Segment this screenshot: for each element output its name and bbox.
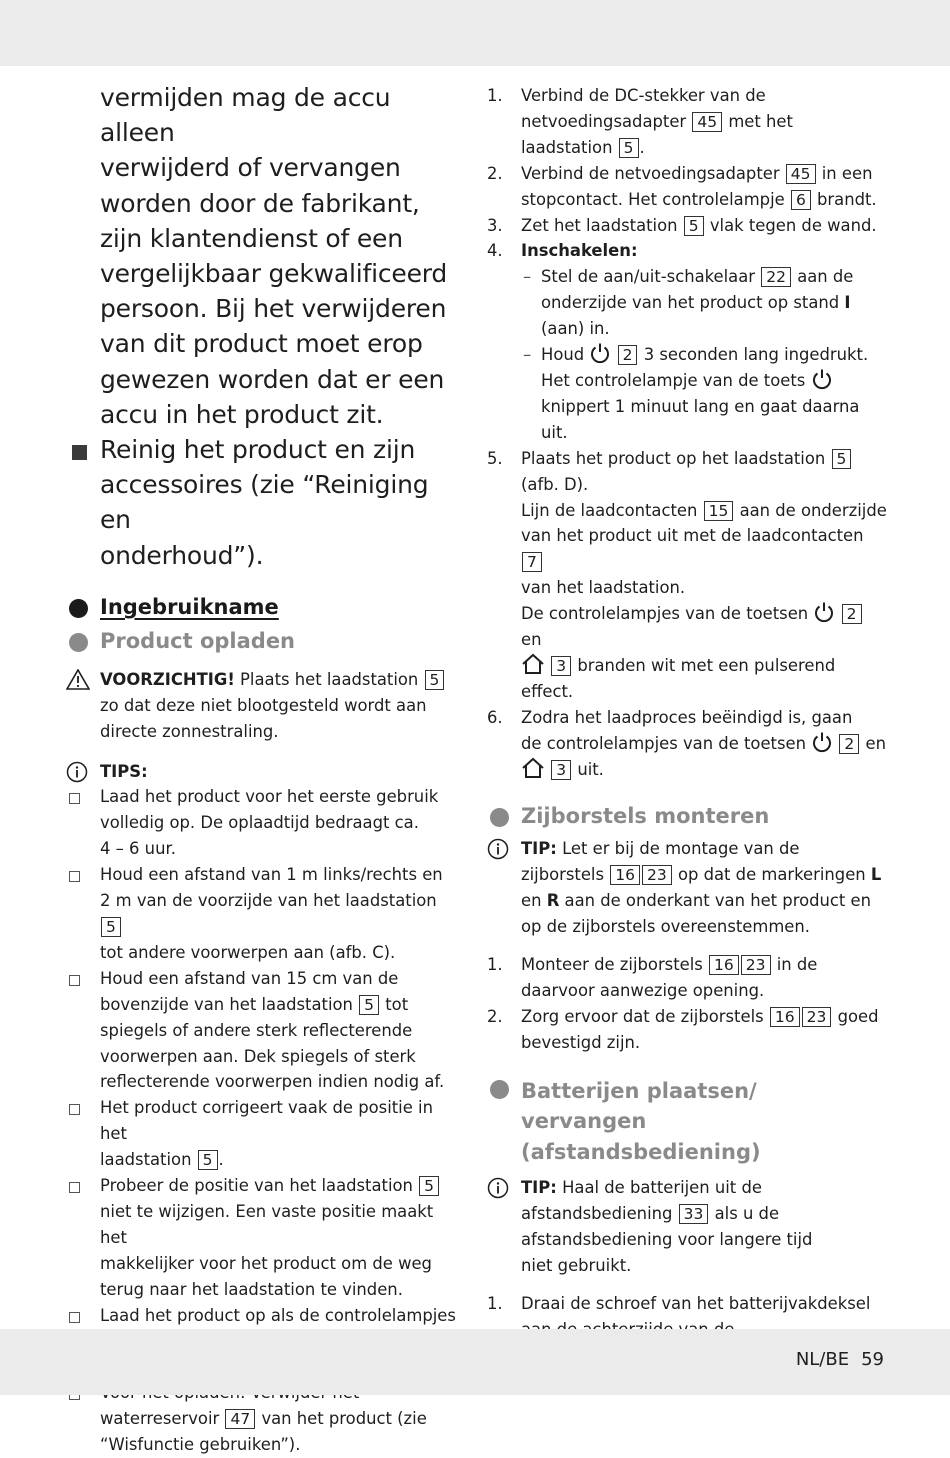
language-code: NL/BE: [795, 1349, 850, 1370]
ref-box: 3: [551, 656, 571, 676]
black-dot-icon: [69, 599, 88, 618]
power-icon: [813, 601, 835, 623]
heading-product-opladen: Product opladen: [66, 629, 461, 653]
home-icon: [521, 757, 545, 779]
step-item: 3. Zet het laadstation 5 vlak tegen de wand.: [487, 215, 877, 235]
ref-box: 45: [692, 112, 722, 132]
power-icon: [589, 342, 611, 364]
grey-dot-icon: [69, 633, 88, 652]
ref-box: 5: [419, 1176, 439, 1196]
checkbox-bullet-icon: [69, 1312, 80, 1323]
ref-box: 23: [642, 865, 672, 885]
step-item: 2. Verbind de netvoedingsadapter 45 in een stopcontact. Het controlelampje 6 brandt.: [487, 163, 877, 209]
ref-box: 5: [101, 917, 121, 937]
page-footer: [796, 1349, 884, 1370]
info-icon: [487, 1177, 509, 1199]
ref-box: 16: [709, 955, 739, 975]
step-item: 4. Inschakelen:: [487, 241, 638, 261]
ref-box: 3: [551, 760, 571, 780]
caution-note: VOORZICHTIG! Plaats het laadstation 5 zo dat deze niet blootgesteld wordt aan directe zonnestraling.: [66, 667, 461, 745]
ref-box: 2: [842, 604, 862, 624]
ref-box: 15: [704, 501, 734, 521]
ref-box: 16: [610, 865, 640, 885]
ref-box: 2: [618, 345, 638, 365]
power-icon: [811, 368, 833, 390]
page-number: 59: [861, 1349, 884, 1370]
checkbox-bullet-icon: [69, 1104, 80, 1115]
tip-item: Probeer de positie van het laadstation 5 niet te wijzigen. Een vaste positie maakt het makkelijker voor het product om de weg terug naar het laadstation te vinden.: [66, 1173, 461, 1303]
substep-item: – Houd 2 3 seconden lang ingedrukt. Het controlelampje van de toets knippert 1 minuut lang en gaat daarna uit.: [487, 342, 887, 446]
step-item: 1. Monteer de zijborstels 16 23 in de daarvoor aanwezige opening.: [487, 955, 818, 1000]
heading-ingebruikname: Ingebruikname: [66, 595, 461, 619]
ref-box: 5: [425, 670, 445, 690]
step-item: 5. Plaats het product op het laadstation 5 (afb. D). Lijn de laadcontacten 15 aan de onderzijde van het product uit met de laadcontacten 7 van het laadstation. De controlelampjes van de toetsen 2 en 3 branden wit met een pulserend effect.: [487, 448, 887, 701]
ref-box: 7: [522, 552, 542, 572]
heading-zijborstels: Zijborstels monteren: [487, 804, 887, 828]
ref-box: 23: [802, 1007, 832, 1027]
home-icon: [521, 653, 545, 675]
info-icon: [487, 838, 509, 860]
step-item: 1. Verbind de DC-stekker van de netvoedingsadapter 45 met het laadstation 5 .: [487, 86, 793, 157]
checkbox-bullet-icon: [69, 1182, 80, 1193]
grey-dot-icon: [490, 808, 509, 827]
checkbox-bullet-icon: [69, 793, 80, 804]
ref-box: 2: [839, 734, 859, 754]
bullet-cleaning: Reinig het product en zijn accessoires (zie “Reiniging en onderhoud”).: [66, 432, 461, 573]
square-bullet-icon: [72, 445, 87, 460]
ref-box: 5: [832, 449, 852, 469]
checkbox-bullet-icon: [69, 975, 80, 986]
ref-box: 33: [679, 1204, 709, 1224]
heading-batterijen: Batterijen plaatsen/ vervangen (afstandsbediening): [487, 1076, 887, 1168]
ref-box: 45: [786, 164, 816, 184]
tip-item: Laad het product voor het eerste gebruik volledig op. De oplaadtijd bedraagt ca. 4 – 6 uur.: [66, 784, 461, 862]
left-column: [66, 80, 461, 1458]
ref-box: 23: [741, 955, 771, 975]
step-item: 6. Zodra het laadproces beëindigd is, gaan de controlelampjes van de toetsen 2 en 3 uit.: [487, 707, 886, 779]
warning-icon: [66, 669, 90, 690]
tip-item: Houd een afstand van 1 m links/rechts en 2 m van de voorzijde van het laadstation 5 tot andere voorwerpen aan (afb. C).: [66, 862, 461, 966]
ref-box: 5: [684, 216, 704, 236]
tip-item: Het product corrigeert vaak de positie in het laadstation 5 .: [66, 1095, 461, 1173]
tip-item: Houd een afstand van 15 cm van de bovenzijde van het laadstation 5 tot spiegels of andere sterk reflecterende voorwerpen aan. Dek spiegels of sterk reflecterende voorwerpen indien nodig af.: [66, 966, 461, 1096]
power-icon: [811, 731, 833, 753]
ref-box: 6: [791, 190, 811, 210]
ref-box: 47: [225, 1409, 255, 1429]
continued-paragraph: vermijden mag de accu alleen verwijderd of vervangen worden door de fabrikant, zijn klantendienst of een vergelijkbaar gekwalificeerd persoon. Bij het verwijderen van dit product moet erop gewezen worden dat er een accu in het product zit.: [100, 83, 448, 429]
tip-note: TIP: Let er bij de montage van de zijborstels 16 23 op dat de markeringen L en R aan de onderkant van het product en op de zijborstels overeenstemmen.: [487, 836, 887, 940]
tips-label: TIPS:: [66, 759, 461, 785]
tip-item: Laad het product op als de controlelampjes: [66, 1303, 461, 1381]
ref-box: 16: [770, 1007, 800, 1027]
ref-box: 5: [619, 138, 639, 158]
ref-box: 5: [359, 995, 379, 1015]
step-item: 1. Draai de schroef van het batterijvakdeksel: [487, 1291, 887, 1369]
ref-box: 5: [198, 1150, 218, 1170]
ref-box: 22: [761, 267, 791, 287]
info-icon: [66, 761, 88, 783]
substep-item: – Stel de aan/uit-schakelaar 22 aan de onderzijde van het product op stand I (aan) in.: [523, 267, 854, 339]
checkbox-bullet-icon: [69, 871, 80, 882]
grey-dot-icon: [490, 1080, 509, 1099]
right-column: [487, 83, 887, 1394]
header-band: [0, 0, 950, 66]
step-item: 2. Zorg ervoor dat de zijborstels 16 23 goed bevestigd zijn.: [487, 1006, 879, 1052]
tip-note: TIP: Haal de batterijen uit de afstandsbediening 33 als u de afstandsbediening voor langere tijd niet gebruikt.: [487, 1175, 887, 1279]
tip-item: waterreservoir 47 van het product (zie “Wisfunctie gebruiken”).: [66, 1380, 461, 1458]
